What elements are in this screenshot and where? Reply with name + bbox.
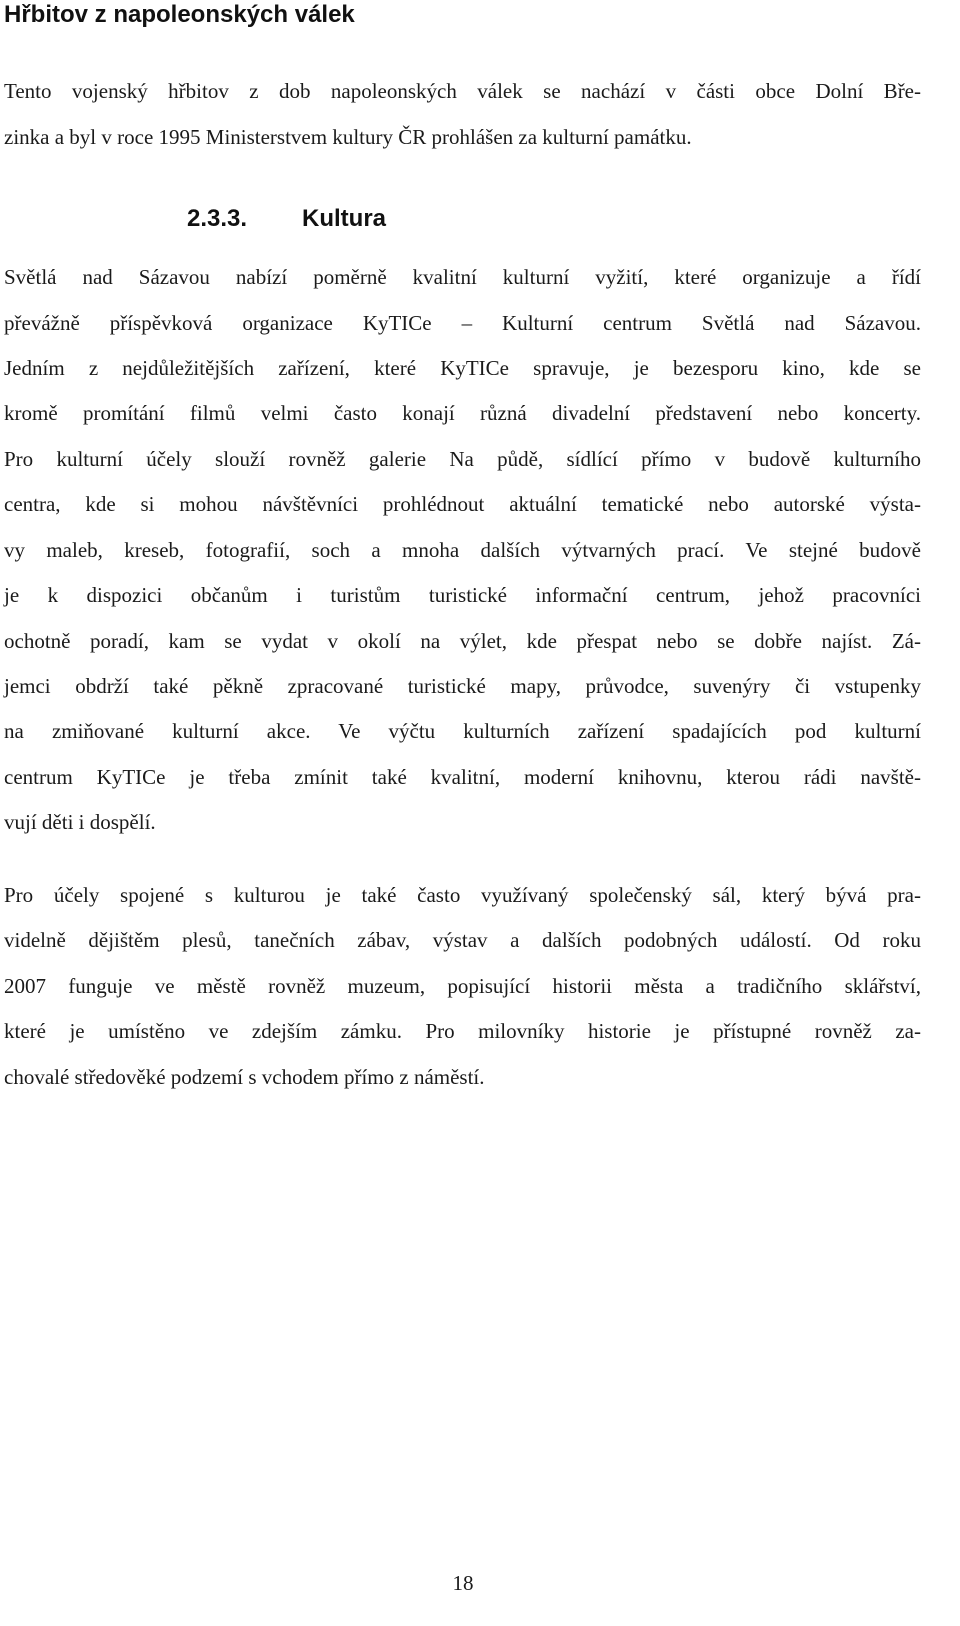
paragraph-line: je k dispozici občanům i turistům turistické informační centrum, jehož pracovníci	[4, 583, 921, 607]
paragraph-line: jemci obdrží také pěkně zpracované turistické mapy, průvodce, suvenýry či vstupenky	[4, 674, 921, 698]
paragraph-line: Jedním z nejdůležitějších zařízení, které KyTICe spravuje, je bezesporu kino, kde se	[4, 356, 921, 380]
paragraph-line: Pro účely spojené s kulturou je také často využívaný společenský sál, který bývá pra-	[4, 883, 921, 907]
subsection-title: Kultura	[302, 205, 386, 232]
paragraph-line: převážně příspěvková organizace KyTICe – Kulturní centrum Světlá nad Sázavou.	[4, 311, 921, 335]
page-number: 18	[452, 1571, 474, 1595]
paragraph-line: Světlá nad Sázavou nabízí poměrně kvalitní kulturní vyžití, které organizuje a řídí	[4, 265, 921, 289]
subsection-heading	[187, 204, 386, 234]
section-heading: Hřbitov z napoleonských válek	[4, 1, 355, 28]
paragraph-line: Pro kulturní účely slouží rovněž galerie Na půdě, sídlící přímo v budově kulturního	[4, 447, 921, 471]
paragraph-line: ochotně poradí, kam se vydat v okolí na výlet, kde přespat nebo se dobře najíst. Zá-	[4, 629, 921, 653]
intro-line: zinka a byl v roce 1995 Ministerstvem kultury ČR prohlášen za kulturní památku.	[4, 125, 692, 149]
intro-line: Tento vojenský hřbitov z dob napoleonských válek se nachází v části obce Dolní Bře-	[4, 79, 921, 103]
paragraph-line: chovalé středověké podzemí s vchodem přímo z náměstí.	[4, 1065, 485, 1089]
paragraph-line: centrum KyTICe je třeba zmínit také kvalitní, moderní knihovnu, kterou rádi navště-	[4, 765, 921, 789]
paragraph-line: 2007 funguje ve městě rovněž muzeum, popisující historii města a tradičního sklářství,	[4, 974, 921, 998]
paragraph-line: kromě promítání filmů velmi často konají různá divadelní představení nebo koncerty.	[4, 401, 921, 425]
paragraph-line: vují děti i dospělí.	[4, 810, 156, 834]
paragraph-line: které je umístěno ve zdejším zámku. Pro milovníky historie je přístupné rovněž za-	[4, 1019, 921, 1043]
paragraph-line: videlně dějištěm plesů, tanečních zábav, výstav a dalších podobných událostí. Od roku	[4, 928, 921, 952]
paragraph-line: vy maleb, kreseb, fotografií, soch a mnoha dalších výtvarných prací. Ve stejné budově	[4, 538, 921, 562]
paragraph-line: centra, kde si mohou návštěvníci prohlédnout aktuální tematické nebo autorské výsta-	[4, 492, 921, 516]
paragraph-line: na zmiňované kulturní akce. Ve výčtu kulturních zařízení spadajících pod kulturní	[4, 719, 921, 743]
subsection-number: 2.3.3.	[187, 205, 248, 232]
